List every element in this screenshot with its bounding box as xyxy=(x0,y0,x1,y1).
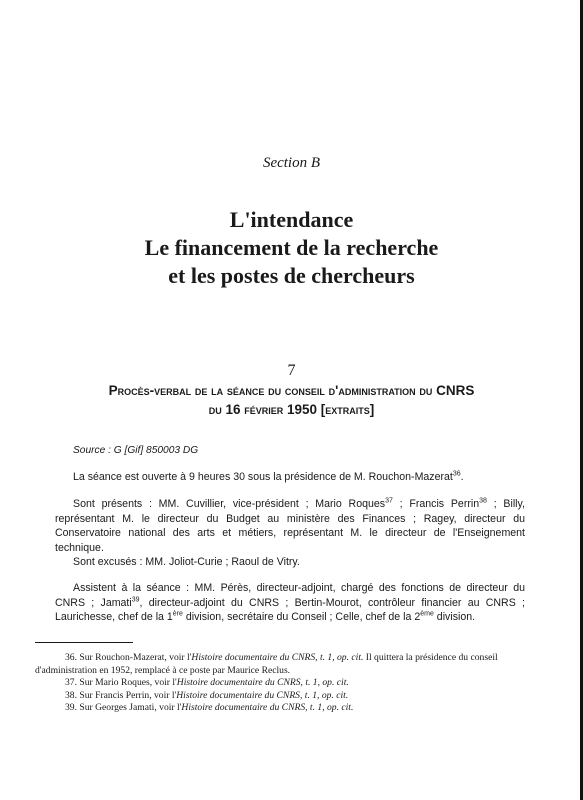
footnote-lead: 37. Sur Mario Roques, voir l' xyxy=(65,677,177,688)
document-heading-line-2: du 16 février 1950 [extraits] xyxy=(208,402,375,417)
footnote-39 xyxy=(35,702,525,715)
ordinal-first: ère xyxy=(172,610,183,618)
paragraph-assist xyxy=(55,581,525,625)
footnote-title: Histoire documentaire du CNRS, t. 1, op. cit. xyxy=(176,677,349,688)
assist-text-a: Assistent à la séance : MM. Pérès, directeur-adjoint, chargé des fonctions de directeur du CNRS ; Jamati xyxy=(55,582,525,609)
paragraph-excused: Sont excusés : MM. Joliot-Curie ; Raoul de Vitry. xyxy=(73,556,300,568)
footnotes xyxy=(35,652,525,715)
footnote-ref-36: 36 xyxy=(452,470,461,478)
footnote-36 xyxy=(35,652,525,677)
assist-text-b: , directeur-adjoint du CNRS ; Bertin-Mourot, contrôleur financier au CNRS ; Laurichesse, chef de la 1 xyxy=(55,596,525,623)
present-text-b: ; Francis Perrin xyxy=(392,498,480,510)
present-text-a: Sont présents : MM. Cuvillier, vice-président ; Mario Roques xyxy=(73,498,386,510)
title-line-3: et les postes de chercheurs xyxy=(168,263,415,288)
footnote-37 xyxy=(35,677,525,690)
ordinal-second: ème xyxy=(420,610,434,618)
footnote-title: Histoire documentaire du CNRS, t. 1, op. cit. xyxy=(181,702,354,713)
opening-end: . xyxy=(460,471,464,483)
opening-text: La séance est ouverte à 9 heures 30 sous la présidence de M. Rouchon-Mazerat xyxy=(73,471,453,483)
assist-text-c: division, secrétaire du Conseil ; Celle, chef de la 2 xyxy=(182,611,421,623)
present-text-c: ; Billy, représentant M. le directeur du Budget au ministère des Finances ; Ragey, directeur du Conservatoire national des arts et métiers, représentant M. le directeur de l'Enseignement technique. xyxy=(55,498,525,554)
document-heading-line-1: Procès-verbal de la séance du conseil d'administration du CNRS xyxy=(108,383,475,398)
footnote-title: Histoire documentaire du CNRS, t. 1, op. cit. xyxy=(176,689,349,701)
footnote-ref-37: 37 xyxy=(385,497,393,505)
footnote-tail: Il quittera la présidence du conseil d'administration en 1952, remplacé à ce poste par Maurice Reclus. xyxy=(35,652,498,676)
title-line-2: Le financement de la recherche xyxy=(144,235,439,260)
footnote-lead: 38. Sur Francis Perrin, voir l' xyxy=(65,689,177,701)
chapter-title xyxy=(0,206,583,290)
paragraph-present xyxy=(55,497,525,555)
footnote-ref-39: 39 xyxy=(131,595,140,603)
section-label: Section B xyxy=(262,155,321,171)
title-line-1: L'intendance xyxy=(229,207,354,232)
footnote-ref-38: 38 xyxy=(479,497,487,505)
paragraph-opening xyxy=(55,470,525,485)
footnote-divider xyxy=(35,642,133,643)
document-heading xyxy=(30,381,553,419)
source-line: Source : G [Gif] 850003 DG xyxy=(73,445,199,456)
footnote-lead: 36. Sur Rouchon-Mazerat, voir l' xyxy=(65,652,192,663)
footnote-lead: 39. Sur Georges Jamati, voir l' xyxy=(65,702,182,713)
footnote-38 xyxy=(35,690,525,703)
document-number: 7 xyxy=(287,362,296,379)
assist-text-d: division. xyxy=(433,611,476,623)
footnote-title: Histoire documentaire du CNRS, t. 1, op. cit. xyxy=(191,652,364,663)
